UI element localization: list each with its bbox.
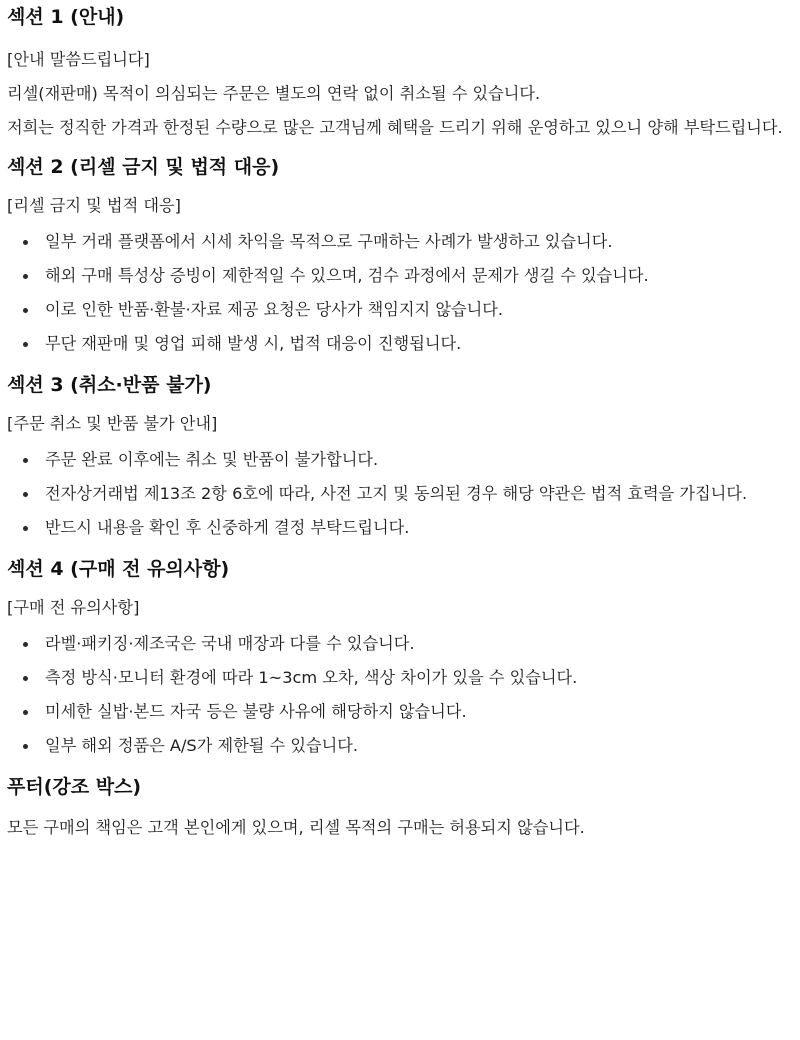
list-item: 미세한 실밥·본드 자국 등은 불량 사유에 해당하지 않습니다. bbox=[7, 695, 794, 729]
list-item: 반드시 내용을 확인 후 신중하게 결정 부탁드립니다. bbox=[7, 511, 794, 545]
footer-section bbox=[7, 774, 794, 845]
section-no-cancel-return bbox=[7, 372, 794, 545]
list-item: 무단 재판매 및 영업 피해 발생 시, 법적 대응이 진행됩니다. bbox=[7, 327, 794, 361]
notice-paragraph: 저희는 정직한 가격과 한정된 수량으로 많은 고객님께 혜택을 드리기 위해 운영하고 있으니 양해 부탁드립니다. bbox=[7, 118, 783, 137]
footer-heading: 푸터(강조 박스) bbox=[7, 776, 142, 798]
notice-paragraph: 리셀(재판매) 목적이 의심되는 주문은 별도의 연락 없이 취소될 수 있습니다. bbox=[7, 84, 541, 103]
section-lead: [구매 전 유의사항] bbox=[7, 598, 140, 617]
section-lead: [리셀 금지 및 법적 대응] bbox=[7, 196, 181, 215]
section-heading: 섹션 1 (안내) bbox=[7, 6, 125, 28]
list-item: 해외 구매 특성상 증빙이 제한적일 수 있으며, 검수 과정에서 문제가 생길 수 있습니다. bbox=[7, 259, 794, 293]
section-heading: 섹션 4 (구매 전 유의사항) bbox=[7, 558, 230, 580]
list-item: 일부 거래 플랫폼에서 시세 차익을 목적으로 구매하는 사례가 발생하고 있습니다. bbox=[7, 225, 794, 259]
list-item: 주문 완료 이후에는 취소 및 반품이 불가합니다. bbox=[7, 443, 794, 477]
list-item: 이로 인한 반품·환불·자료 제공 요청은 당사가 책임지지 않습니다. bbox=[7, 293, 794, 327]
section-heading: 섹션 2 (리셀 금지 및 법적 대응) bbox=[7, 156, 280, 178]
section-lead: [주문 취소 및 반품 불가 안내] bbox=[7, 414, 218, 433]
section-pre-purchase-notes bbox=[7, 556, 794, 763]
list-item: 측정 방식·모니터 환경에 따라 1~3cm 오차, 색상 차이가 있을 수 있습니다. bbox=[7, 661, 794, 695]
list-item: 일부 해외 정품은 A/S가 제한될 수 있습니다. bbox=[7, 729, 794, 763]
bullet-list bbox=[7, 225, 794, 361]
section-resale-ban bbox=[7, 154, 794, 361]
list-item: 전자상거래법 제13조 2항 6호에 따라, 사전 고지 및 동의된 경우 해당 약관은 법적 효력을 가집니다. bbox=[7, 477, 794, 511]
list-item: 라벨·패키징·제조국은 국내 매장과 다를 수 있습니다. bbox=[7, 627, 794, 661]
footer-text: 모든 구매의 책임은 고객 본인에게 있으며, 리셀 목적의 구매는 허용되지 않습니다. bbox=[7, 818, 585, 837]
bullet-list bbox=[7, 443, 794, 545]
section-notice bbox=[7, 0, 794, 145]
section-heading: 섹션 3 (취소·반품 불가) bbox=[7, 374, 212, 396]
bullet-list bbox=[7, 627, 794, 763]
section-lead: [안내 말씀드립니다] bbox=[7, 50, 150, 69]
